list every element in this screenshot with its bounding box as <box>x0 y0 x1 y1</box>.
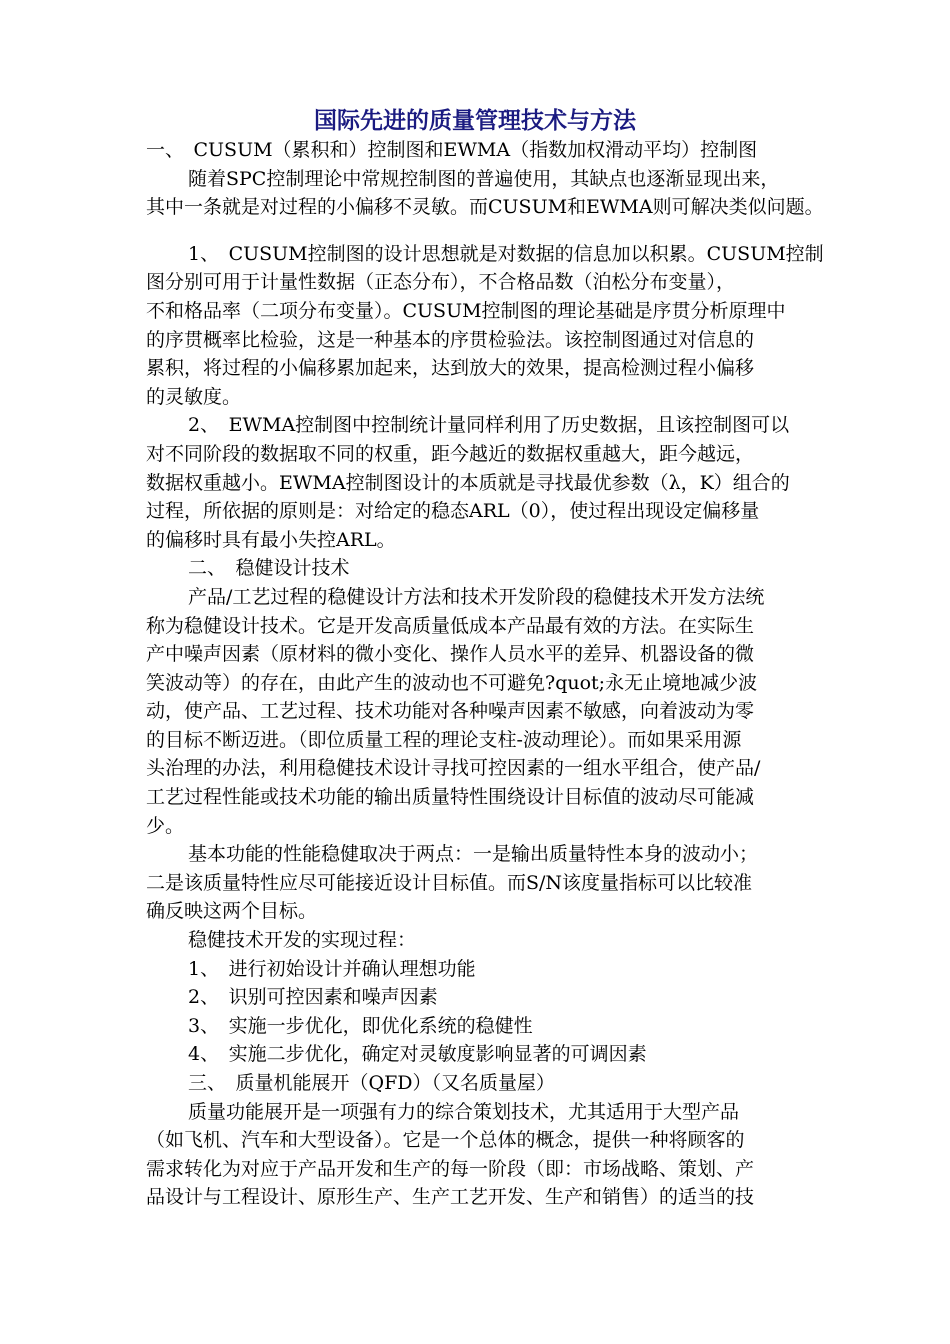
paragraph-line: 质量功能展开是一项强有力的综合策划技术，尤其适用于大型产品 <box>188 1100 740 1123</box>
paragraph-line: 的目标不断迈进。（即位质量工程的理论支柱-波动理论）。而如果采用源 <box>146 728 742 751</box>
paragraph-line: 对不同阶段的数据取不同的权重，距今越近的数据权重越大，距今越远， <box>146 442 755 465</box>
paragraph-line: 图分别可用于计量性数据（正态分布），不合格品数（泊松分布变量）， <box>146 271 736 294</box>
paragraph-gap <box>146 222 881 240</box>
paragraph-line: 少。 <box>146 814 185 837</box>
paragraph-line: 工艺过程性能或技术功能的输出质量特性围绕设计目标值的波动尽可能减 <box>146 786 755 809</box>
list-item: 4、 实施二步优化，确定对灵敏度影响显著的可调因素 <box>188 1043 647 1066</box>
paragraph-line: 基本功能的性能稳健取决于两点：一是输出质量特性本身的波动小； <box>188 843 759 866</box>
paragraph-line: 需求转化为对应于产品开发和生产的每一阶段（即：市场战略、策划、产 <box>146 1157 755 1180</box>
paragraph-line: 数据权重越小。EWMA控制图设计的本质就是寻找最优参数（λ，K）组合的 <box>146 471 790 494</box>
paragraph-line: 不和格品率（二项分布变量）。CUSUM控制图的理论基础是序贯分析原理中 <box>146 299 786 322</box>
paragraph-line: 二是该质量特性应尽可能接近设计目标值。而S/N该度量指标可以比较准 <box>146 871 753 894</box>
paragraph-line: 2、 EWMA控制图中控制统计量同样利用了历史数据，且该控制图可以 <box>188 414 790 437</box>
paragraph-line: 稳健技术开发的实现过程： <box>188 929 417 952</box>
section-heading-qfd: 三、 质量机能展开（QFD）（又名质量屋） <box>188 1072 555 1094</box>
paragraph-line: 过程，所依据的原则是：对给定的稳态ARL（0），使过程出现设定偏移量 <box>146 500 760 523</box>
paragraph-line: 产中噪声因素（原材料的微小变化、操作人员水平的差异、机器设备的微 <box>146 643 755 666</box>
document-body <box>146 136 881 1212</box>
paragraph-line: 的偏移时具有最小失控ARL。 <box>146 528 396 551</box>
paragraph-line: 1、 CUSUM控制图的设计思想就是对数据的信息加以积累。CUSUM控制 <box>188 242 824 265</box>
document-title: 国际先进的质量管理技术与方法 <box>314 108 636 134</box>
paragraph-line: 随着SPC控制理论中常规控制图的普遍使用，其缺点也逐渐显现出来， <box>188 167 780 190</box>
paragraph-line: 其中一条就是对过程的小偏移不灵敏。而CUSUM和EWMA则可解决类似问题。 <box>146 196 824 219</box>
paragraph-line: 累积，将过程的小偏移累加起来，达到放大的效果，提高检测过程小偏移 <box>146 357 755 380</box>
paragraph-line: 称为稳健设计技术。它是开发高质量低成本产品最有效的方法。在实际生 <box>146 614 755 637</box>
section-heading-robust-design: 二、 稳健设计技术 <box>188 557 350 580</box>
list-item: 2、 识别可控因素和噪声因素 <box>188 986 438 1009</box>
paragraph-line: 笑波动等）的存在，由此产生的波动也不可避免?quot;永无止境地减少波 <box>146 671 758 694</box>
paragraph-line: 的灵敏度。 <box>146 385 242 408</box>
paragraph-line: 的序贯概率比检验，这是一种基本的序贯检验法。该控制图通过对信息的 <box>146 328 755 351</box>
list-item: 3、 实施一步优化，即优化系统的稳健性 <box>188 1014 533 1037</box>
list-item: 1、 进行初始设计并确认理想功能 <box>188 957 476 980</box>
section-heading-cusum-ewma: 一、 CUSUM（累积和）控制图和EWMA（指数加权滑动平均）控制图 <box>146 139 758 161</box>
paragraph-line: 品设计与工程设计、原形生产、生产工艺开发、生产和销售）的适当的技 <box>146 1186 755 1209</box>
paragraph-line: 确反映这两个目标。 <box>146 900 318 923</box>
paragraph-line: 动，使产品、工艺过程、技术功能对各种噪声因素不敏感，向着波动为零 <box>146 700 755 723</box>
paragraph-line: 产品/工艺过程的稳健设计方法和技术开发阶段的稳健技术开发方法统 <box>188 585 765 608</box>
paragraph-line: （如飞机、汽车和大型设备）。它是一个总体的概念，提供一种将顾客的 <box>146 1129 745 1152</box>
paragraph-line: 头治理的办法，利用稳健技术设计寻找可控因素的一组水平组合，使产品/ <box>146 757 761 780</box>
